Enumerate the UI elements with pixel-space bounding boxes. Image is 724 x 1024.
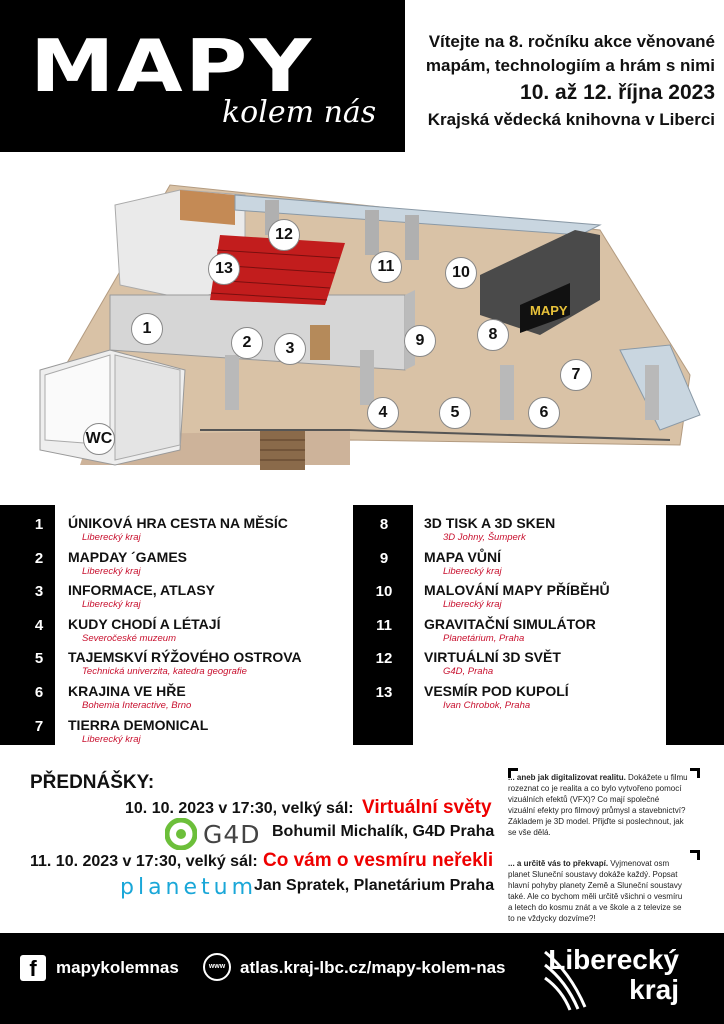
- program-org: Ivan Chrobok, Praha: [443, 700, 531, 711]
- logo-line-1: Liberecký: [548, 944, 679, 975]
- lecture-2-desc-body: Vyjmenovat osm planet Sluneční soustavy dokáže každý. Popsat hlavní pohyby planety Země a Sluneční soustavy také. Ale co bychom měli určitě všichni o vesmíru a letech do kosmu znát a ve škole a z televize se to ne vždycky dozvíme?!: [508, 859, 683, 923]
- program-num: 8: [379, 516, 389, 533]
- program-title: TIERRA DEMONICAL: [68, 717, 209, 733]
- map-sign-label: MAPY: [530, 303, 568, 318]
- intro-line-2: mapám, technologiím a hrám s nimi: [425, 56, 715, 75]
- map-marker-9: 9: [404, 325, 436, 357]
- g4d-logo-text: G4D: [203, 819, 261, 849]
- program-num: 2: [34, 550, 44, 567]
- program-title: MAPA VŮNÍ: [424, 549, 501, 565]
- program-org: Liberecký kraj: [82, 566, 141, 577]
- program-org: 3D Johny, Šumperk: [443, 532, 526, 543]
- event-info: [415, 30, 715, 132]
- floor-plan-illustration: [20, 175, 710, 480]
- desc-bracket: [690, 850, 700, 860]
- globe-icon: www: [203, 953, 231, 981]
- event-venue: Krajská vědecká knihovna v Liberci: [427, 110, 715, 129]
- lecture-1-title: Virtuální světy: [362, 797, 492, 818]
- program-num: 5: [34, 650, 44, 667]
- map-marker-2: 2: [231, 327, 263, 359]
- map-marker-5: 5: [439, 397, 471, 429]
- website-link[interactable]: atlas.kraj-lbc.cz/mapy-kolem-nas: [240, 958, 506, 977]
- program-title: KUDY CHODÍ A LÉTAJÍ: [68, 616, 221, 632]
- liberecky-kraj-logo: [548, 945, 679, 1005]
- program-org: Liberecký kraj: [82, 532, 141, 543]
- map-marker-4: 4: [367, 397, 399, 429]
- program-org: Severočeské muzeum: [82, 633, 176, 644]
- program-title: VIRTUÁLNÍ 3D SVĚT: [424, 649, 561, 665]
- program-num: 1: [34, 516, 44, 533]
- floor-plan: [20, 175, 710, 480]
- g4d-logo-icon: [165, 818, 197, 850]
- program-title: VESMÍR POD KUPOLÍ: [424, 683, 569, 699]
- program-org: Liberecký kraj: [82, 599, 141, 610]
- program-org: Planetárium, Praha: [443, 633, 525, 644]
- planetum-logo: planetum: [120, 875, 258, 900]
- map-marker-1: 1: [131, 313, 163, 345]
- map-marker-6: 6: [528, 397, 560, 429]
- g4d-logo: [165, 818, 261, 850]
- map-marker-11: 11: [370, 251, 402, 283]
- program-title: ÚNIKOVÁ HRA CESTA NA MĚSÍC: [68, 515, 288, 531]
- program-num: 13: [375, 684, 393, 701]
- map-marker-13: 13: [208, 253, 240, 285]
- program-title: TAJEMSKVÍ RÝŽOVÉHO OSTROVA: [68, 649, 302, 665]
- intro-line-1: Vítejte na 8. ročníku akce věnované: [428, 32, 715, 51]
- map-marker-12: 12: [268, 219, 300, 251]
- lecture-2-desc-lead: ... a určitě vás to překvapí.: [508, 859, 609, 868]
- program-org: G4D, Praha: [443, 666, 494, 677]
- program-edge-bar: [666, 505, 724, 745]
- program-num: 9: [379, 550, 389, 567]
- program-org: Technická univerzita, katedra geografie: [82, 666, 247, 677]
- program-org: Liberecký kraj: [443, 566, 502, 577]
- program-num: 3: [34, 583, 44, 600]
- event-subtitle: kolem nás: [222, 95, 377, 130]
- event-title: MAPY: [30, 24, 314, 108]
- footer: [0, 933, 724, 1024]
- logo-line-2: kraj: [629, 974, 679, 1005]
- program-title: 3D TISK A 3D SKEN: [424, 515, 556, 531]
- lecture-1-speaker: Bohumil Michalík, G4D Praha: [272, 823, 495, 840]
- map-marker-3: 3: [274, 333, 306, 365]
- program-title: INFORMACE, ATLASY: [68, 582, 215, 598]
- program-num: 10: [375, 583, 393, 600]
- lecture-1-desc-lead: ... aneb jak digitalizovat realitu.: [508, 773, 626, 782]
- lecture-2-speaker: Jan Spratek, Planetárium Praha: [254, 877, 495, 894]
- lecture-1-time: 10. 10. 2023 v 17:30, velký sál:: [125, 800, 354, 817]
- lecture-1-description: [508, 772, 688, 838]
- lecture-2-title: Co vám o vesmíru neřekli: [263, 850, 494, 871]
- event-date: 10. až 12. října 2023: [520, 81, 715, 104]
- lecture-1-desc-body: Dokážete u filmu rozeznat co je realita a co bylo vytvořeno pomocí vizuálních efektů (VFX)? Co mají společné vizuální efekty pro filmový průmysl a stavebnictví? Základem je 3D model. Přijďte si poslechnout, jak se vše dělá.: [508, 773, 688, 837]
- program-num: 7: [34, 718, 44, 735]
- program-num: 12: [375, 650, 393, 667]
- lecture-2-description: [508, 858, 688, 924]
- lecture-2-time: 11. 10. 2023 v 17:30, velký sál:: [30, 853, 258, 870]
- map-marker-8: 8: [477, 319, 509, 351]
- wc-marker: WC: [83, 423, 115, 455]
- program-num: 11: [376, 617, 392, 634]
- lectures-heading: PŘEDNÁŠKY:: [30, 772, 155, 793]
- program-title: MALOVÁNÍ MAPY PŘÍBĚHŮ: [424, 582, 610, 598]
- program-num: 4: [34, 617, 44, 634]
- desc-bracket: [690, 768, 700, 778]
- program-org: Liberecký kraj: [443, 599, 502, 610]
- program-title: GRAVITAČNÍ SIMULÁTOR: [424, 616, 596, 632]
- map-marker-7: 7: [560, 359, 592, 391]
- facebook-icon[interactable]: f: [20, 955, 46, 981]
- program-org: Liberecký kraj: [82, 734, 141, 745]
- program-num: 6: [34, 684, 44, 701]
- program-title: KRAJINA VE HŘE: [68, 683, 186, 699]
- map-marker-10: 10: [445, 257, 477, 289]
- program-title: MAPDAY ´GAMES: [68, 549, 188, 565]
- facebook-handle[interactable]: mapykolemnas: [56, 958, 179, 977]
- program-org: Bohemia Interactive, Brno: [82, 700, 192, 711]
